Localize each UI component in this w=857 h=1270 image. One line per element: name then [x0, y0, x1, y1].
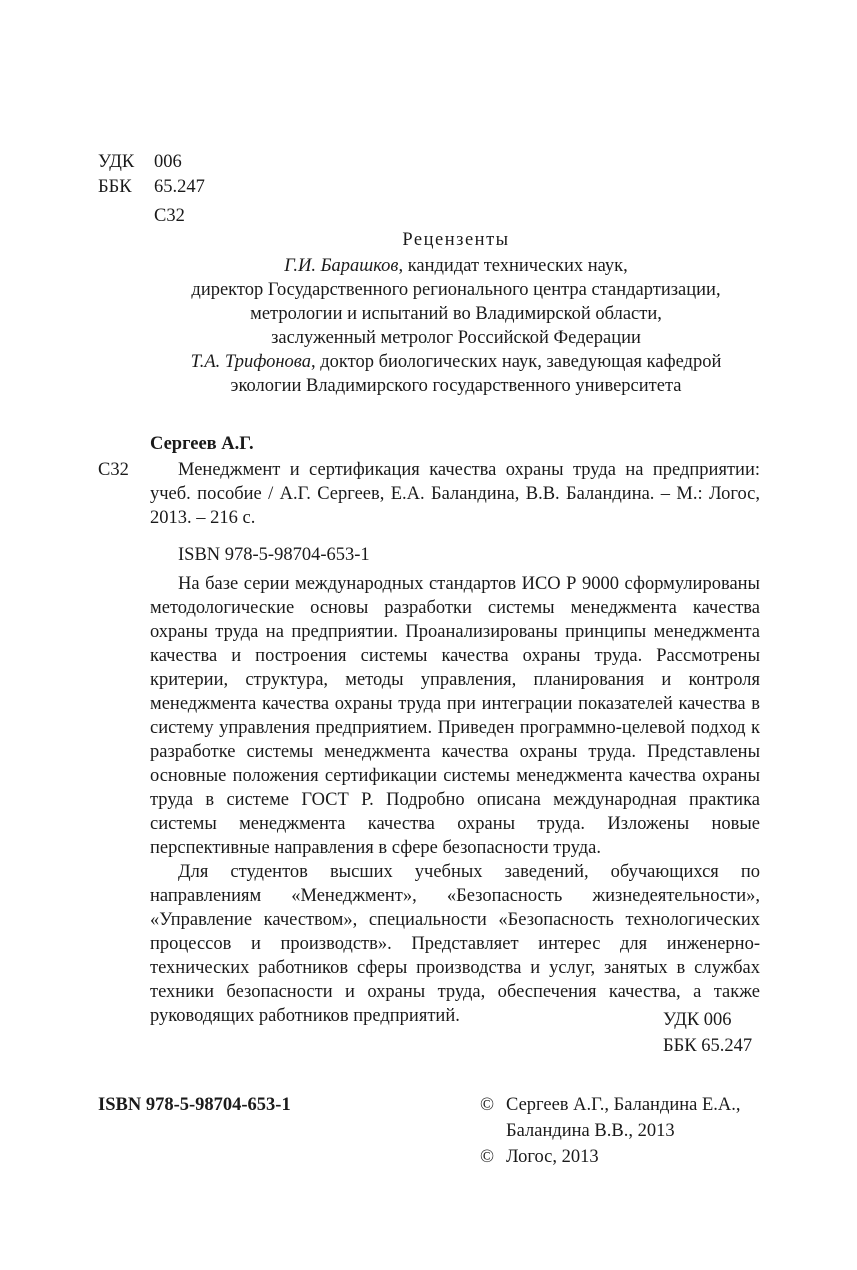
- bottom-classification: [663, 1008, 752, 1060]
- reviewer-text: экологии Владимирского государственного университета: [230, 376, 682, 396]
- udk-label: УДК: [98, 152, 135, 172]
- copyright-line: [480, 1145, 741, 1171]
- reviewer-line: [150, 278, 762, 302]
- entry-isbn: ISBN 978-5-98704-653-1: [178, 545, 370, 565]
- author-mark: С32: [154, 206, 185, 226]
- copyright-authors-cont: Баландина В.В., 2013: [506, 1121, 675, 1141]
- catalog-entry: [98, 432, 760, 567]
- abstract: [150, 572, 760, 1028]
- reviewer-line: [150, 254, 762, 278]
- entry-citation: Менеджмент и сертификация качества охраны труда на предприятии: учеб. пособие / А.Г. Сергеев, Е.А. Баландина, В.В. Баландина. – М.: Логос, 2013. – 216 с.: [150, 460, 760, 528]
- copyright-line: [480, 1119, 741, 1145]
- reviewer-line: [150, 326, 762, 350]
- reviewer-name: Т.А. Трифонова: [190, 352, 311, 372]
- bbk-value: 65.247: [154, 177, 205, 197]
- bottom-udk: УДК 006: [663, 1010, 732, 1030]
- bbk-label: ББК: [98, 177, 132, 197]
- udk-value: 006: [154, 152, 182, 172]
- bottom-bbk: ББК 65.247: [663, 1036, 753, 1056]
- entry-citation-block: [98, 458, 760, 530]
- udk-row: [98, 150, 205, 175]
- entry-author: Сергеев А.Г.: [150, 434, 254, 454]
- entry-code: С32: [98, 460, 129, 480]
- reviewer-line: [150, 350, 762, 374]
- reviewer-line: [150, 302, 762, 326]
- reviewer-text: , доктор биологических наук, заведующая кафедрой: [310, 352, 722, 372]
- reviewer-text: директор Государственного регионального центра стандартизации,: [191, 280, 721, 300]
- copyright-publisher: Логос, 2013: [506, 1147, 599, 1167]
- reviewers-block: [150, 228, 762, 398]
- copyright-authors: Сергеев А.Г., Баландина Е.А.,: [506, 1095, 741, 1115]
- reviewer-name: Г.И. Барашков: [284, 256, 399, 276]
- reviewer-line: [150, 374, 762, 398]
- copyright-icon: ©: [480, 1095, 495, 1115]
- reviewers-heading: Рецензенты: [402, 230, 510, 250]
- reviewer-text: заслуженный метролог Российской Федерации: [271, 328, 641, 348]
- bbk-row: [98, 175, 205, 200]
- reviewer-text: метрологии и испытаний во Владимирской области,: [250, 304, 662, 324]
- copyright-icon: ©: [480, 1147, 495, 1167]
- reviewer-text: , кандидат технических наук,: [398, 256, 628, 276]
- copyright-block: [480, 1093, 741, 1171]
- abstract-paragraph: На базе серии международных стандартов ИСО Р 9000 сформулированы методологические основы разработки системы менеджмента качества охраны труда на предприятии. Проанализированы принципы менеджмента качества и построения системы качества охраны труда. Рассмотрены критерии, структура, методы управления, планирования и контроля менеджмента качества охраны труда при интеграции показателей качества в систему управления предприятием. Приведен программно-целевой подход к разработке системы менеджмента качества охраны труда. Представлены основные положения сертификации системы менеджмента качества охраны труда в системе ГОСТ Р. Подробно описана международная практика системы менеджмента качества охраны труда. Изложены новые перспективные направления в сфере безопасности труда.: [150, 574, 760, 858]
- copyright-line: [480, 1093, 741, 1119]
- footer-isbn: ISBN 978-5-98704-653-1: [98, 1095, 291, 1115]
- abstract-paragraph: Для студентов высших учебных заведений, обучающихся по направлениям «Менеджмент», «Безопасность жизнедеятельности», «Управление качеством», специальности «Безопасность технологических процессов и производств». Представляет интерес для инженерно-технических работников сферы производства и услуг, занятых в службах техники безопасности и охраны труда, обеспечения качества, а также руководящих работников предприятий.: [150, 862, 760, 1026]
- classification-block: [98, 150, 205, 229]
